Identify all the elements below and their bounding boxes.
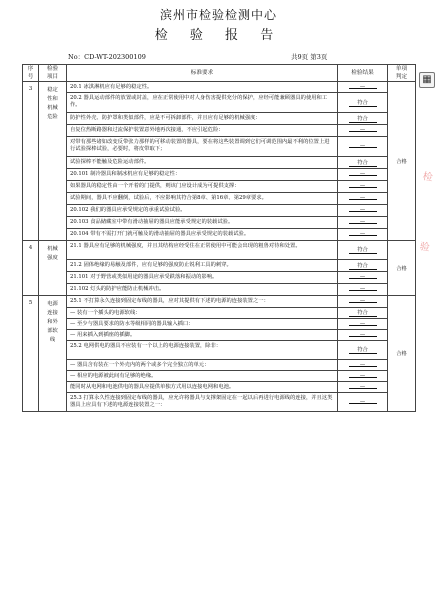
result-cell: [338, 124, 388, 136]
requirement-text: 试验探棒不能触及危险运动部件。: [67, 156, 338, 168]
result-value: 符合: [349, 345, 377, 354]
result-cell: [338, 92, 388, 112]
table-row: [23, 392, 416, 411]
result-cell: [338, 82, 388, 93]
result-cell: [338, 271, 388, 283]
result-cell: [338, 180, 388, 192]
requirement-text: — 用来插入到插座的插脚。: [67, 329, 338, 340]
table-header-row: [23, 65, 416, 82]
result-value: 符合: [349, 261, 377, 270]
result-value: —: [349, 321, 377, 326]
requirement-text: — 相应的电源被此间有足够的绝缘。: [67, 370, 338, 381]
requirement-text: 对带有那些诸如改变反带张力那样的可移动装置的器具，要在将这些装置调到它们可调范围内最不利的位置上进行试验探棒试验，必要时，将皮带取下；: [67, 136, 338, 156]
requirement-text: — 装有一个插头的电源软线：: [67, 307, 338, 318]
result-cell: [338, 228, 388, 240]
table-row: [23, 124, 416, 136]
requirement-text: 如果器具的稳定性由一个开着的门提供，则该门应设计成为可提供支撑：: [67, 180, 338, 192]
table-row: [23, 259, 416, 271]
table-row: [23, 295, 416, 307]
header-seq: 序 号: [23, 65, 39, 82]
result-cell: [338, 307, 388, 318]
result-value: —: [349, 298, 377, 303]
requirement-text: — 至少与器具要求的防水等级相同的器具输入插口：: [67, 318, 338, 329]
result-value: —: [349, 399, 377, 404]
result-value: 符合: [349, 158, 377, 167]
requirement-text: 20.1 冰淇淋机应有足够的稳定性。: [67, 82, 338, 93]
section-verdict: 合格: [388, 295, 416, 411]
result-value: 符合: [349, 114, 377, 123]
header-result: 检验结果: [338, 65, 388, 82]
requirement-text: 试验期间，器具不应翻倒，试验后，不应影响其符合第8章、第16章、第29章要求。: [67, 192, 338, 204]
result-cell: [338, 370, 388, 381]
stamp-fragment: 检: [421, 171, 434, 184]
result-value: —: [349, 231, 377, 236]
result-value: —: [349, 219, 377, 224]
result-cell: [338, 156, 388, 168]
result-value: —: [349, 195, 377, 200]
result-value: —: [349, 127, 377, 132]
calculator-icon[interactable]: ▦: [419, 72, 435, 88]
requirement-text: 20.102 我们的器具应承受规定的承重试验试验。: [67, 204, 338, 216]
table-row: [23, 329, 416, 340]
result-value: —: [349, 171, 377, 176]
table-row: [23, 92, 416, 112]
result-cell: [338, 329, 388, 340]
result-cell: [338, 359, 388, 370]
result-value: —: [349, 207, 377, 212]
section-number: 5: [23, 295, 39, 411]
requirement-text: 25.2 电网供电的器具不应装有一个以上的电源连接装置，除非：: [67, 340, 338, 359]
result-cell: [338, 112, 388, 124]
table-row: [23, 271, 416, 283]
requirement-text: 自复位热断路器和过流保护装置意外地再次接通，不应引起危险：: [67, 124, 338, 136]
table-row: [23, 283, 416, 295]
table-row: [23, 370, 416, 381]
result-cell: [338, 318, 388, 329]
requirement-text: 21.102 灯头的防护应能防止机械冲击。: [67, 283, 338, 295]
requirement-text: 防护性外壳、防护罩和类似部件，应是不可拆卸部件，并且应有足够的机械强度：: [67, 112, 338, 124]
requirement-text: 能同时从电网和电池供电的器具应提供单独方式用以连接电网和电池。: [67, 381, 338, 392]
section-item-name: 稳定 性和 机械 危险: [39, 82, 67, 241]
result-value: —: [349, 143, 377, 148]
requirement-text: 20.2 器具运动部件的放置或封盖，应在正常使用中对人身伤害提供充分的保护，应经可能兼顾器具的使用和工作。: [67, 92, 338, 112]
organization-name: 滨州市检验检测中心: [159, 8, 277, 22]
report-title: 检 验 报 告: [154, 28, 283, 43]
table-row: [23, 381, 416, 392]
result-cell: [338, 295, 388, 307]
result-value: 符合: [349, 98, 377, 107]
table-row: [23, 359, 416, 370]
result-cell: [338, 216, 388, 228]
table-row: [23, 204, 416, 216]
table-row: [23, 307, 416, 318]
requirement-text: 21.101 对于野营或类似用途的器具应承受跌落和振动的影响。: [67, 271, 338, 283]
header-verdict: 单项 判定: [388, 65, 416, 82]
requirement-text: 21.1 器具应有足够的机械强度，并且其结构应经受住在正常使用中可能会出现的粗鲁对待和处置。: [67, 240, 338, 259]
table-row: [23, 216, 416, 228]
table-row: [23, 228, 416, 240]
table-row: [23, 180, 416, 192]
table-row: [23, 156, 416, 168]
table-row: [23, 192, 416, 204]
result-cell: [338, 136, 388, 156]
header-item: 检验 项目: [39, 65, 67, 82]
result-value: —: [349, 286, 377, 291]
result-value: —: [349, 84, 377, 89]
section-item-name: 电源 连接 和外 部软 线: [39, 295, 67, 411]
page-counter: 共9页 第3页: [291, 53, 328, 61]
requirement-text: — 器具含有装在一个外壳内的两个或多个完全独立的单元：: [67, 359, 338, 370]
requirement-text: 21.2 固体绝缘的易触及部件，应有足够的强度防止锐利工具的刺穿。: [67, 259, 338, 271]
section-verdict: 合格: [388, 82, 416, 241]
section-number: 4: [23, 240, 39, 295]
result-value: —: [349, 332, 377, 337]
table-row: [23, 136, 416, 156]
table-row: [23, 318, 416, 329]
table-row: [23, 240, 416, 259]
result-cell: [338, 392, 388, 411]
section-verdict: 合格: [388, 240, 416, 295]
requirement-text: 20.101 制冷器具和制冰机应有足够的稳定性：: [67, 168, 338, 180]
section-number: 3: [23, 82, 39, 241]
requirement-text: 20.104 带有不需打开门就可触及的滑动抽屉的器具应承受规定的装载试验。: [67, 228, 338, 240]
table-row: [23, 82, 416, 93]
result-value: —: [349, 373, 377, 378]
result-cell: [338, 259, 388, 271]
result-cell: [338, 340, 388, 359]
table-row: [23, 168, 416, 180]
table-row: [23, 340, 416, 359]
result-value: 符合: [349, 245, 377, 254]
result-value: —: [349, 362, 377, 367]
section-item-name: 机械 强度: [39, 240, 67, 295]
requirement-text: 20.103 食品储藏室中带有滑动抽屉的器具应能承受规定的装载试验。: [67, 216, 338, 228]
table-row: [23, 112, 416, 124]
requirement-text: 25.3 打算永久性连接到固定布线的器具，应允许将器具与支撑架固定在一起以后再进行电源线的连接，并且这类器具上应具有下述的电源连接装置之一：: [67, 392, 338, 411]
result-cell: [338, 204, 388, 216]
result-value: —: [349, 384, 377, 389]
result-cell: [338, 168, 388, 180]
header-requirement: 标准要求: [67, 65, 338, 82]
result-cell: [338, 283, 388, 295]
result-value: —: [349, 183, 377, 188]
result-cell: [338, 240, 388, 259]
inspection-table: [22, 64, 416, 412]
requirement-text: 25.1 不打算永久连接到固定布线的器具，应对其提供有下述的电源的连接装置之一：: [67, 295, 338, 307]
stamp-fragment: 验: [418, 241, 431, 254]
result-cell: [338, 381, 388, 392]
result-value: —: [349, 274, 377, 279]
result-cell: [338, 192, 388, 204]
result-value: 符合: [349, 308, 377, 317]
report-number: No：CD-WT-202300109: [68, 53, 146, 61]
